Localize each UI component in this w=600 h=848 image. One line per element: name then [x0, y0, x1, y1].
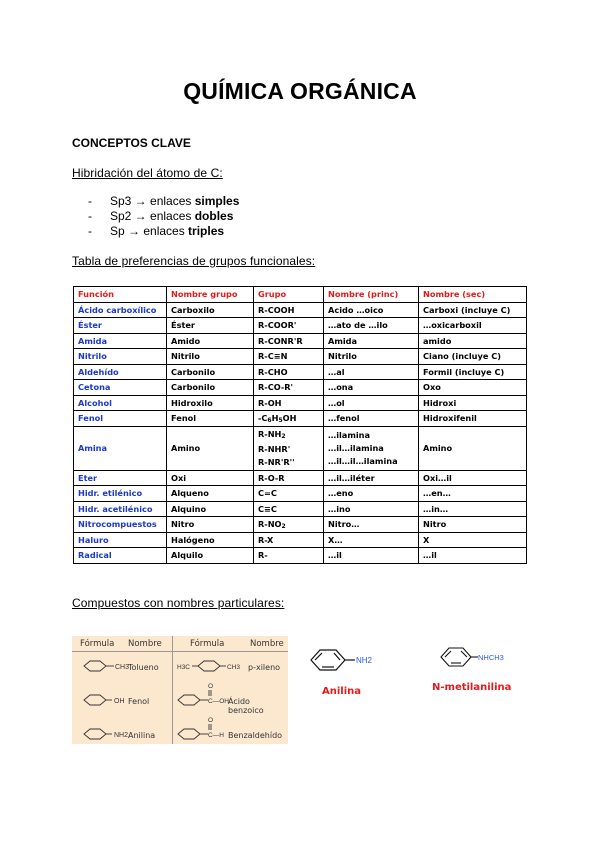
table-cell: Ciano (incluye C): [419, 349, 527, 365]
table-cell: R-COOH: [254, 302, 324, 318]
compound-name: Ácido benzoico: [228, 697, 264, 715]
table-cell: Éster: [167, 318, 254, 334]
column-header: Grupo: [254, 287, 324, 303]
table-cell: Hidroxi: [419, 395, 527, 411]
compound-name: Fenol: [128, 697, 150, 706]
table-cell: …ilamina …il…ilamina …il…il…ilamina: [324, 426, 419, 470]
function-cell: Aldehído: [74, 364, 167, 380]
function-cell: Fenol: [74, 411, 167, 427]
group-label: OH: [114, 698, 125, 705]
list-item: - Sp2 → enlaces dobles: [88, 209, 234, 223]
list-item: - Sp → enlaces triples: [88, 224, 225, 238]
group-label: NHCH3: [478, 653, 504, 662]
column-header: Nombre grupo: [167, 287, 254, 303]
group-label: O: [208, 683, 214, 690]
table-cell: Hidroxifenil: [419, 411, 527, 427]
table-cell: Amino: [419, 426, 527, 470]
function-cell: Cetona: [74, 380, 167, 396]
table-row: [74, 395, 527, 411]
table-cell: X: [419, 532, 527, 548]
table-row: [74, 380, 527, 396]
table-cell: Alqueno: [167, 486, 254, 502]
compounds-image-panel: [72, 636, 288, 744]
table-cell: C≡C: [254, 501, 324, 517]
table-cell: R-CHO: [254, 364, 324, 380]
function-cell: Hidr. etilénico: [74, 486, 167, 502]
panel-header: Fórmula: [80, 639, 115, 649]
function-cell: Nitrocompuestos: [74, 517, 167, 533]
table-row: [74, 349, 527, 365]
table-cell: $R-NH_2$ R-NHR' R-NR'R'': [254, 426, 324, 470]
panel-header: Fórmula: [190, 639, 225, 649]
column-header: Nombre (princ): [324, 287, 419, 303]
page-title: QUÍMICA ORGÁNICA: [183, 78, 417, 104]
table-cell: …ino: [324, 501, 419, 517]
compound-name: p-xileno: [248, 663, 281, 672]
function-cell: Éster: [74, 318, 167, 334]
table-cell: R-CO-R': [254, 380, 324, 396]
group-label: CH3: [227, 664, 241, 671]
table-row: [74, 318, 527, 334]
compound-name: Anilina: [128, 731, 156, 740]
panel-header: Nombre: [250, 639, 284, 649]
group-label: O: [208, 717, 214, 724]
table-row: [74, 548, 527, 564]
table-cell: …ol: [324, 395, 419, 411]
group-label: C—H: [208, 732, 224, 739]
table-row: [74, 486, 527, 502]
table-cell: $-C_6H_5OH$: [254, 411, 324, 427]
table-row: [74, 411, 527, 427]
group-label: H3C: [177, 664, 191, 671]
function-cell: Nitrilo: [74, 349, 167, 365]
table-row: [74, 501, 527, 517]
table-cell: amido: [419, 333, 527, 349]
table-cell: R-: [254, 548, 324, 564]
table-row: [74, 333, 527, 349]
aniline-label: Anilina: [322, 686, 362, 697]
table-row: [74, 302, 527, 318]
compound-name: Tolueno: [128, 663, 159, 672]
hybridization-heading: Hibridación del átomo de C:: [72, 166, 223, 180]
table-cell: Carboxilo: [167, 302, 254, 318]
table-cell: Oxo: [419, 380, 527, 396]
table-cell: Amida: [324, 333, 419, 349]
function-cell: Haluro: [74, 532, 167, 548]
list-item: - Sp3 → enlaces simples: [88, 194, 240, 208]
table-cell: Carbonilo: [167, 364, 254, 380]
group-label: C—OH: [208, 698, 229, 705]
function-cell: Alcohol: [74, 395, 167, 411]
table-cell: …il: [419, 548, 527, 564]
table-cell: X…: [324, 532, 419, 548]
table-cell: Alquino: [167, 501, 254, 517]
table-cell: Fenol: [167, 411, 254, 427]
table-cell: Halógeno: [167, 532, 254, 548]
table-cell: Carbonilo: [167, 380, 254, 396]
table-cell: …en…: [419, 486, 527, 502]
table-cell: R-OH: [254, 395, 324, 411]
hybridization-list: [88, 194, 239, 239]
compound-name: Benzaldehído: [228, 731, 283, 740]
table-row: [74, 517, 527, 533]
aniline-structure-icon: [303, 640, 383, 680]
table-cell: Alquilo: [167, 548, 254, 564]
table-cell: R-CONR'R: [254, 333, 324, 349]
table-row: [74, 364, 527, 380]
table-cell: …il: [324, 548, 419, 564]
table-cell: …il…iléter: [324, 470, 419, 486]
compounds-heading: Compuestos con nombres particulares:: [72, 596, 285, 610]
table-cell: Hidroxilo: [167, 395, 254, 411]
table-cell: Amido: [167, 333, 254, 349]
column-header: Función: [74, 287, 167, 303]
table-cell: R-X: [254, 532, 324, 548]
section-heading: CONCEPTOS CLAVE: [72, 136, 191, 150]
table-cell: Oxi: [167, 470, 254, 486]
column-header: Nombre (sec): [419, 287, 527, 303]
table-row: [74, 426, 527, 470]
table-cell: Nitro: [167, 517, 254, 533]
table-row: [74, 470, 527, 486]
function-cell: Radical: [74, 548, 167, 564]
function-cell: Hidr. acetilénico: [74, 501, 167, 517]
table-cell: …fenol: [324, 411, 419, 427]
table-cell: Oxi…il: [419, 470, 527, 486]
table-cell: …ato de …ilo: [324, 318, 419, 334]
table-cell: Nitro…: [324, 517, 419, 533]
functional-groups-table: [73, 286, 527, 564]
table-cell: …in…: [419, 501, 527, 517]
group-label: NH2: [114, 732, 129, 739]
n-methylaniline-label: N-metilanilina: [432, 682, 512, 693]
panel-header: Nombre: [128, 639, 162, 649]
table-cell: R-COOR': [254, 318, 324, 334]
group-label: CH3: [115, 664, 130, 671]
function-cell: Ácido carboxílico: [74, 302, 167, 318]
table-cell: Nitro: [419, 517, 527, 533]
group-label: NH2: [356, 656, 373, 665]
table-cell: …oxicarboxil: [419, 318, 527, 334]
table-cell: $R-NO_2$: [254, 517, 324, 533]
table-row: [74, 532, 527, 548]
table-cell: Carboxi (incluye C): [419, 302, 527, 318]
n-methylaniline-structure-icon: [435, 639, 525, 675]
table-cell: …al: [324, 364, 419, 380]
table-cell: …eno: [324, 486, 419, 502]
table-cell: Formil (incluye C): [419, 364, 527, 380]
table-cell: …ona: [324, 380, 419, 396]
table-cell: Nitrilo: [324, 349, 419, 365]
table-cell: C=C: [254, 486, 324, 502]
function-cell: Amina: [74, 426, 167, 470]
table-cell: Nitrilo: [167, 349, 254, 365]
table-heading: Tabla de preferencias de grupos funcionales:: [72, 254, 316, 268]
table-cell: Acido …oico: [324, 302, 419, 318]
table-cell: Amino: [167, 426, 254, 470]
function-cell: Eter: [74, 470, 167, 486]
table-cell: R-O-R: [254, 470, 324, 486]
table-header-row: [74, 287, 527, 303]
table-cell: R-C≡N: [254, 349, 324, 365]
function-cell: Amida: [74, 333, 167, 349]
